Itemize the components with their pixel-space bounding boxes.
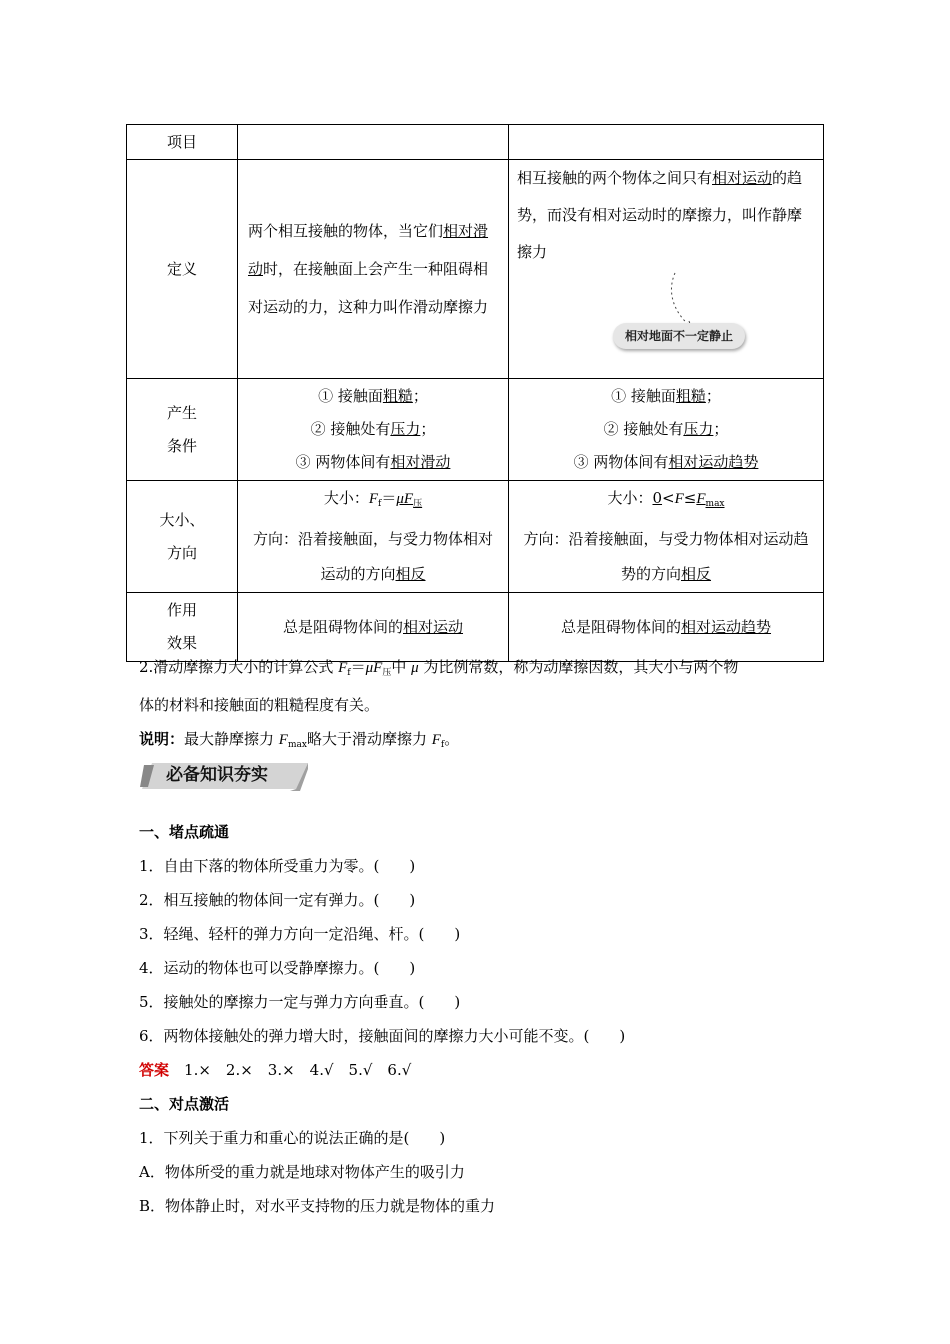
magnitude-label-1: 大小、 [159,510,205,529]
section1-title: 一、堵点疏通 [139,823,230,841]
static-size-formula: 大小：$0<F\le F_{max}$ [607,489,725,509]
static-def-text [517,160,815,271]
callout-note: 相对地面不一定静止 [613,323,745,349]
conditions-row [127,379,824,481]
section2-title: 二、对点激活 [139,1095,230,1113]
sliding-magnitude [238,481,509,593]
list-item: 3．轻绳、轻杆的弹力方向一定沿绳、杆。( ) [139,925,461,943]
option-a: A．物体所受的重力就是地球对物体产生的吸引力 [139,1163,465,1181]
option-b: B．物体静止时，对水平支持物的压力就是物体的重力 [139,1197,496,1215]
header-col2-cell [509,125,824,160]
question-1: 1．下列关于重力和重心的说法正确的是( ) [139,1129,446,1147]
sliding-size-formula: 大小：$F_f=\mu F_压$ [323,489,423,509]
section-banner [140,761,310,791]
definition-row [127,160,824,379]
static-condition-3: ③ 两物体间有相对运动趋势 [573,453,759,471]
list-item: 4．运动的物体也可以受静摩擦力。( ) [139,959,416,977]
magnitude-row [127,481,824,593]
list-item: 5．接触处的摩擦力一定与弹力方向垂直。( ) [139,993,461,1011]
conditions-label-1: 产生 [166,403,197,422]
explanation-label: 说明： [139,730,185,748]
static-effect: 总是阻碍物体间的相对运动趋势 [509,593,824,662]
static-direction: 方向：沿着接触面，与受力物体相对运动趋势的方向相反 [523,530,809,583]
static-condition-1: ① 接触面粗糙； [611,387,721,405]
effect-label-1: 作用 [166,601,197,619]
sliding-condition-2: ② 接触处有压力； [310,420,436,438]
table-header-row [127,125,824,160]
explanation-line: 说明：最大静摩擦力 $F_{max}$略大于滑动摩擦力 $F_f$。 [139,730,460,750]
conditions-label-2: 条件 [166,436,197,455]
answer-line [139,1055,411,1085]
note2-line2: 体的材料和接触面的粗糙程度有关。 [139,696,380,714]
answer-label: 答案 [139,1061,170,1079]
sliding-condition-1: ① 接触面粗糙； [318,387,428,405]
sliding-condition-3: ③ 两物体间有相对滑动 [295,453,451,471]
effect-label-2: 效果 [166,634,197,652]
note2-line1: 2.滑动摩擦力大小的计算公式 $F_f=\mu F_压$中 μ 为比例常数，称为动摩擦因数，其大小与两个物 [139,658,739,678]
list-item: 6．两物体接触处的弹力增大时，接触面间的摩擦力大小可能不变。( ) [139,1027,626,1045]
sliding-direction: 方向：沿着接触面，与受力物体相对运动的方向相反 [252,530,493,583]
sliding-def-key: 相对滑动 [248,222,489,278]
list-item: 2．相互接触的物体间一定有弹力。( ) [139,891,416,909]
definition-label: 定义 [127,160,238,379]
list-item: 1．自由下落的物体所受重力为零。( ) [139,857,416,875]
sliding-def-text-2: 时，在接触面上会产生一种阻碍相对运动的力，这种力叫作滑动摩擦力 [248,260,489,316]
sliding-definition [238,160,509,379]
sliding-conditions [238,379,509,481]
static-condition-2: ② 接触处有压力； [603,420,729,438]
header-col1-cell [238,125,509,160]
static-def-text-1: 相互接触的两个物体之间只有 [517,169,713,187]
banner-title: 必备知识夯实 [166,765,268,785]
sliding-def-text-1: 两个相互接触的物体，当它们 [248,222,444,240]
friction-comparison-table [126,124,824,662]
static-def-key: 相对运动 [712,169,773,187]
static-magnitude [509,481,824,593]
answer-values: 1.× 2.× 3.× 4.√ 5.√ 6.√ [184,1061,412,1079]
conditions-label [127,379,238,481]
static-definition [509,160,824,379]
magnitude-label-2: 方向 [166,543,197,562]
magnitude-label [127,481,238,593]
static-def-text-2: 的趋势，而没有相对运动时的摩擦力，叫作静摩擦力 [517,169,803,261]
callout-area [517,271,815,359]
header-item-cell: 项目 [127,125,238,160]
static-conditions [509,379,824,481]
sliding-effect: 总是阻碍物体间的相对运动 [238,593,509,662]
